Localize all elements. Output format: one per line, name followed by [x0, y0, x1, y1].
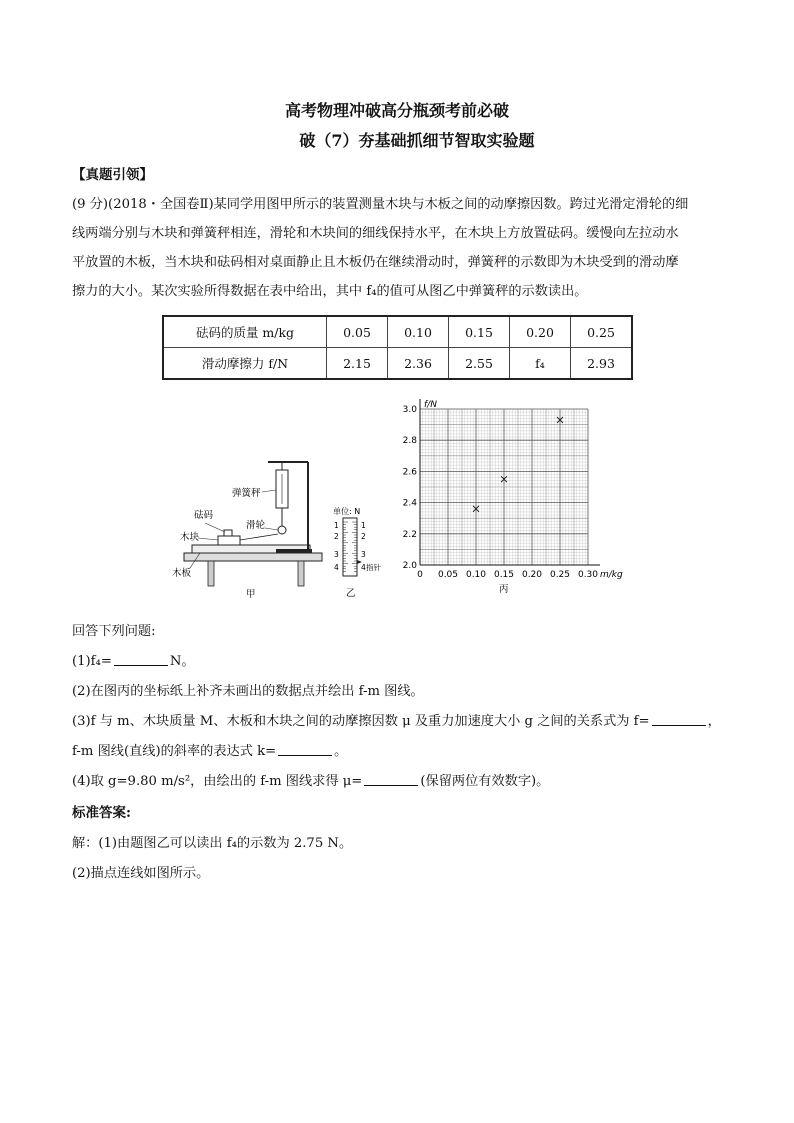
answer-heading: 标准答案:: [72, 805, 131, 821]
answer-prompt: 回答下列问题:: [72, 624, 156, 639]
x-tick-label: 0.15: [493, 570, 515, 580]
page-subtitle: 破（7）夯基础抓细节智取实验题: [299, 131, 535, 150]
y-tick-label: 3.0: [402, 405, 417, 415]
problem-statement: [72, 190, 722, 306]
label-pulley: 滑轮: [246, 520, 266, 531]
x-tick-label: 0: [417, 570, 423, 580]
table-row: [163, 348, 632, 380]
question-2: (2)在图丙的坐标纸上补齐未画出的数据点并绘出 f-m 图线。: [72, 684, 424, 699]
question-4-text: (4)取 g=9.80 m/s²，由绘出的 f-m 图线求得 μ=: [72, 774, 363, 789]
question-3-text: (3)f 与 m、木块质量 M、木板和木块之间的动摩擦因数 μ 及重力加速度大小 g 之间的关系式为 f=: [72, 714, 650, 729]
table-cell: 0.15: [449, 316, 510, 348]
table-cell: f₄: [510, 348, 571, 380]
y-tick-label: 2.2: [402, 529, 417, 540]
table-leg-right: [298, 561, 304, 586]
x-tick-label: 0.20: [521, 570, 543, 580]
question-3-slope-text: f-m 图线(直线)的斜率的表达式 k=: [72, 744, 277, 759]
answer-blank: [114, 653, 168, 666]
answer-blank: [364, 773, 418, 786]
y-tick-label: 2.6: [402, 467, 417, 478]
table-header-friction: 滑动摩擦力 f/N: [163, 348, 327, 380]
scale-left-tick: 2: [334, 532, 339, 541]
answer-blank: [652, 713, 706, 726]
string: [240, 534, 278, 540]
pulley: [278, 526, 286, 534]
table-cell: 2.93: [571, 348, 633, 380]
scale-unit: 单位: N: [333, 507, 361, 516]
question-3-period: 。: [334, 744, 348, 759]
figure-caption-jia: 甲: [246, 589, 256, 600]
scale-body: [343, 518, 357, 576]
data-table: [162, 315, 633, 380]
label-block: 木块: [180, 532, 200, 543]
figure-caption-bing: 丙: [499, 584, 509, 595]
chart-x-axis-label: m/kg: [600, 570, 623, 580]
problem-line: 擦力的大小。某次实验所得数据在表中给出，其中 f₄的值可从图乙中弹簧秤的示数读出。: [72, 284, 588, 299]
scale-left-tick: 4: [334, 563, 339, 572]
table-cell: 2.55: [449, 348, 510, 380]
chart-y-axis-label: f/N: [424, 400, 437, 410]
answer-1: 解：(1)由题图乙可以读出 f₄的示数为 2.75 N。: [72, 836, 353, 851]
table-header-mass: 砝码的质量 m/kg: [163, 316, 327, 348]
label-board: 木板: [172, 568, 192, 579]
answer-2: (2)描点连线如图所示。: [72, 866, 210, 881]
x-tick-label: 0.30: [577, 570, 599, 580]
answer-blank: [278, 743, 332, 756]
y-tick-label: 2.4: [402, 498, 417, 509]
x-tick-label: 0.05: [437, 570, 459, 580]
question-4: [72, 770, 549, 789]
table-cell: 0.20: [510, 316, 571, 348]
table-cell: 0.05: [327, 316, 388, 348]
problem-line: 线两端分别与木块和弹簧秤相连，滑轮和木块间的细线保持水平，在木块上方放置砝码。缓慢向左拉动水: [72, 226, 679, 241]
scale-left-tick: 1: [334, 521, 339, 530]
figure-jia-apparatus: [170, 450, 330, 600]
question-3: [72, 710, 721, 729]
table-row: [163, 316, 632, 348]
question-1-unit: N。: [169, 654, 195, 669]
problem-line: 平放置的木板，当木块和砝码相对桌面静止且木板仍在继续滑动时，弹簧秤的示数即为木块受到的滑动摩: [72, 255, 679, 270]
question-3-cont: [72, 740, 347, 759]
question-1-text: (1)f₄=: [72, 654, 112, 669]
question-1: [72, 650, 195, 669]
table-surface: [184, 553, 322, 561]
wood-block: [218, 536, 240, 545]
label-weight: 砝码: [194, 510, 214, 521]
y-tick-label: 2.0: [402, 561, 417, 571]
figure-bing-chart: [372, 393, 657, 603]
page-title: 高考物理冲破高分瓶颈考前必破: [284, 101, 509, 120]
weight: [224, 530, 232, 536]
x-tick-label: 0.10: [465, 570, 487, 580]
question-3-comma: ，: [707, 714, 721, 729]
table-leg-left: [208, 561, 214, 586]
y-tick-label: 2.8: [402, 436, 417, 447]
label-spring-scale: 弹簧秤: [232, 488, 261, 499]
stand-base: [276, 549, 312, 553]
label-pointer: 指针: [366, 563, 381, 572]
scale-left-tick: 3: [334, 550, 339, 559]
table-cell: 2.15: [327, 348, 388, 380]
table-cell: 0.25: [571, 316, 633, 348]
table-cell: 2.36: [388, 348, 449, 380]
section-heading-real-exam: 【真题引领】: [72, 167, 153, 183]
chart-tick-labels: [403, 405, 599, 580]
scale-right-tick: 2: [361, 532, 366, 541]
problem-line: (9 分)(2018・全国卷Ⅱ)某同学用图甲所示的装置测量木块与木板之间的动摩擦因数。跨过光滑定滑轮的细: [72, 197, 689, 212]
figure-caption-yi: 乙: [346, 588, 356, 599]
x-tick-label: 0.25: [549, 570, 571, 580]
scale-right-tick: 4: [361, 563, 366, 572]
scale-right-tick: 1: [361, 521, 366, 530]
question-4-note: (保留两位有效数字)。: [420, 774, 550, 789]
scale-right-tick: 3: [361, 550, 366, 559]
table-cell: 0.10: [388, 316, 449, 348]
